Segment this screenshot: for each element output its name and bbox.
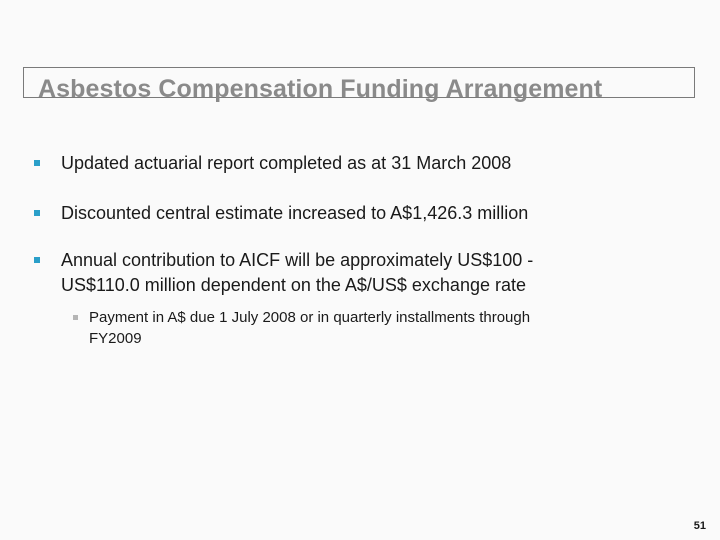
sub-bullet-marker [73,315,78,320]
bullet-marker [34,210,40,216]
slide-title: Asbestos Compensation Funding Arrangement [38,75,603,103]
bullet-text: Updated actuarial report completed as at 31 March 2008 [61,153,512,173]
sub-bullet-text-line: FY2009 [89,330,142,347]
bullet-marker [34,257,40,263]
bullet-text: Discounted central estimate increased to A$1,426.3 million [61,203,529,223]
bullet-marker [34,160,40,166]
page-number: 51 [693,520,706,532]
bullet-text-line: Annual contribution to AICF will be approximately US$100 - [61,250,534,270]
sub-bullet-text-line: Payment in A$ due 1 July 2008 or in quarterly installments through [89,309,531,326]
bullet-text-line: US$110.0 million dependent on the A$/US$ exchange rate [61,275,526,295]
